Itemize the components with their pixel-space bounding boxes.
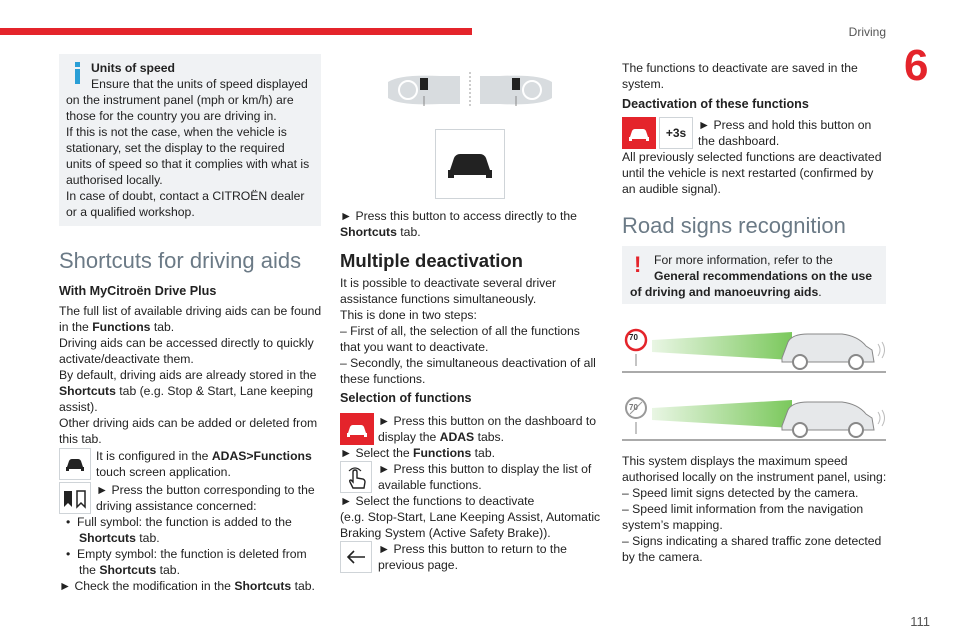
hold-3s-icon: +3s bbox=[659, 117, 693, 149]
note-title: Units of speed bbox=[91, 61, 175, 75]
sel6-text: Braking System (Active Safety Brake)). bbox=[340, 526, 551, 540]
car-shortcut-icon bbox=[59, 448, 91, 480]
warning-icon: ! bbox=[634, 252, 642, 277]
header-red-bar bbox=[0, 28, 472, 35]
sel4-text: ► Select the functions to deactivate bbox=[340, 494, 535, 508]
check-modification-text: ► Check the modification in the Shortcuts tab. bbox=[59, 579, 315, 593]
info-icon bbox=[73, 62, 81, 84]
note-line: on the instrument panel (mph or km/h) are bbox=[66, 93, 294, 107]
note-line: In case of doubt, contact a CITROËN dealer bbox=[66, 189, 305, 203]
car-shortcut-button-large bbox=[435, 129, 505, 199]
multiple-deactivation-para: It is possible to deactivate several driver assistance functions simultaneously. This is done in two steps: – First of all, the selection of all the functions that you want to deactivate. – Secondly, the simultaneous deactivation of all these functions. bbox=[340, 276, 596, 386]
note-line: stationary, set the display to the required bbox=[66, 141, 285, 155]
sel1-text: ► Press this button on the dashboard to display the ADAS tabs. bbox=[378, 414, 597, 444]
sel2-text: ► Select the Functions tab. bbox=[340, 446, 495, 460]
press-access-shortcuts: ► Press this button to access directly to the Shortcuts tab. bbox=[340, 209, 577, 239]
sel7-text: ► Press this button to return to the previous page. bbox=[378, 542, 567, 572]
steering-wheel-buttons-illustration bbox=[380, 70, 560, 120]
section-title-shortcuts: Shortcuts for driving aids bbox=[59, 248, 302, 273]
saved-text: The functions to deactivate are saved in the system. bbox=[622, 61, 858, 91]
bullet-empty-symbol: • Empty symbol: the function is deleted from the Shortcuts tab. bbox=[66, 547, 307, 577]
adas-config-text: It is configured in the ADAS>Functions touch screen application. bbox=[96, 449, 312, 479]
sel5-text: (e.g. Stop-Start, Lane Keeping Assist, Automatic bbox=[340, 510, 601, 524]
all-previous-text: All previously selected functions are deactivated until the vehicle is next restarted (confirmed by an audible signal). bbox=[622, 150, 882, 196]
multiple-deactivation-heading: Multiple deactivation bbox=[340, 250, 523, 271]
sel3-text: ► Press this button to display the list of available functions. bbox=[378, 462, 592, 492]
road-signs-warning-note: ! For more information, refer to the General recommendations on the use of driving and manoeuvring aids. bbox=[622, 246, 886, 304]
note-line: Ensure that the units of speed displayed bbox=[91, 77, 308, 91]
press-button-text: ► Press the button corresponding to the driving assistance concerned: bbox=[96, 483, 315, 513]
back-arrow-icon bbox=[340, 541, 372, 573]
speed-sign-label-2: 70 bbox=[629, 403, 638, 412]
bookmark-toggle-icon bbox=[59, 482, 91, 514]
selection-heading: Selection of functions bbox=[340, 391, 472, 405]
note-line: If this is not the case, when the vehicle is bbox=[66, 125, 287, 139]
note-line: those for the country you are driving in. bbox=[66, 109, 277, 123]
adas-dashboard-button-icon bbox=[340, 413, 374, 445]
touch-hand-icon bbox=[340, 461, 372, 493]
road-sign-detection-illustration-2 bbox=[622, 386, 886, 442]
hold-text: ► Press and hold this button on the dashboard. bbox=[698, 118, 872, 148]
road-sign-detection-illustration-1 bbox=[622, 318, 886, 374]
note-line: units of speed so that it complies with what is bbox=[66, 157, 310, 171]
road-signs-description: This system displays the maximum speed authorised locally on the instrument panel, using: – Speed limit signs detected by the camera. – Speed limit information from the navigation system’s mapping. – Signs indicating a shared traffic zone detected by the camera. bbox=[622, 454, 887, 564]
subtitle-mycitroen: With MyCitroën Drive Plus bbox=[59, 284, 217, 298]
chapter-number: 6 bbox=[904, 41, 929, 90]
note-line: or a qualified workshop. bbox=[66, 205, 195, 219]
bullet-full-symbol: • Full symbol: the function is added to the Shortcuts tab. bbox=[66, 515, 292, 545]
shortcuts-para: The full list of available driving aids can be found in the Functions tab. Driving aids can be accessed directly to quickly activate/deactivate them. By default, driving aids are already stored in the Shortcuts tab (e.g. Stop & Start, Lane keeping assist). Other driving aids can be added or deleted from this tab. bbox=[59, 304, 322, 446]
speed-sign-label-1: 70 bbox=[629, 333, 638, 342]
note-line: authorised locally. bbox=[66, 173, 163, 187]
units-of-speed-note bbox=[59, 54, 321, 226]
page-number: 111 bbox=[910, 614, 930, 629]
section-title-road-signs: Road signs recognition bbox=[622, 213, 846, 238]
adas-hold-button-icon bbox=[622, 117, 656, 149]
header-section-title: Driving bbox=[848, 25, 886, 39]
deactivation-heading: Deactivation of these functions bbox=[622, 97, 809, 111]
